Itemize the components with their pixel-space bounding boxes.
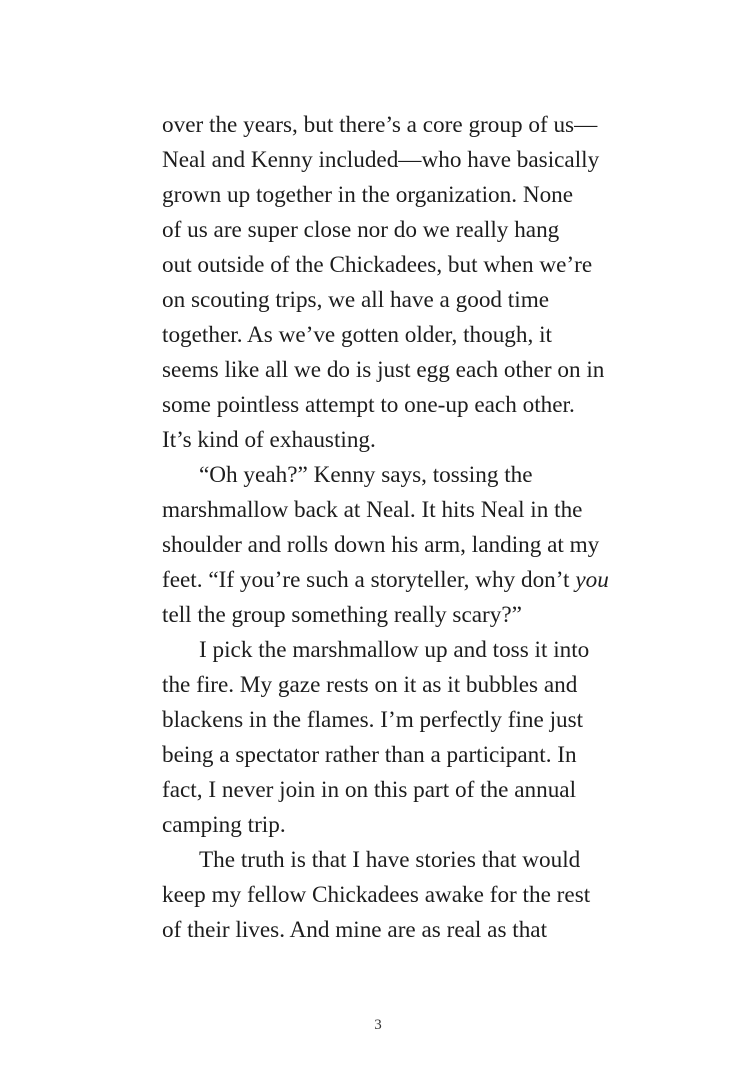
text-line: “Oh yeah?” Kenny says, tossing the	[199, 462, 533, 488]
text-line: fact, I never join in on this part of the annual	[162, 777, 577, 803]
text-line: keep my fellow Chickadees awake for the rest	[162, 882, 591, 908]
text-line: tell the group something really scary?”	[162, 602, 522, 628]
text-line: The truth is that I have stories that would	[199, 847, 581, 873]
text-line: shoulder and rolls down his arm, landing at my	[162, 532, 600, 558]
text-line: camping trip.	[162, 812, 286, 838]
page-number: 3	[374, 1017, 382, 1033]
text-line: of their lives. And mine are as real as that	[162, 917, 548, 943]
text-line: blackens in the flames. I’m perfectly fine just	[162, 707, 584, 733]
text-line: grown up together in the organization. None	[162, 182, 574, 208]
text-line: the fire. My gaze rests on it as it bubbles and	[162, 672, 578, 698]
italic-emphasis: you	[575, 567, 609, 593]
text-line: seems like all we do is just egg each other on in	[162, 357, 605, 383]
text-line: It’s kind of exhausting.	[162, 427, 376, 453]
text-line: on scouting trips, we all have a good time	[162, 287, 550, 313]
text-line: together. As we’ve gotten older, though, it	[162, 322, 552, 348]
text-line: I pick the marshmallow up and toss it into	[199, 637, 590, 663]
text-segment: feet. “If you’re such a storyteller, why don’t	[162, 567, 576, 593]
text-line: Neal and Kenny included—who have basically	[162, 147, 600, 173]
text-line: marshmallow back at Neal. It hits Neal in the	[162, 497, 583, 523]
text-line	[162, 563, 642, 598]
text-line: being a spectator rather than a participant. In	[162, 742, 577, 768]
text-line: out outside of the Chickadees, but when we’re	[162, 252, 593, 278]
text-line: some pointless attempt to one-up each other.	[162, 392, 575, 418]
text-line: of us are super close nor do we really hang	[162, 217, 560, 243]
text-line: over the years, but there’s a core group of us—	[162, 112, 598, 138]
body-text	[162, 108, 642, 948]
